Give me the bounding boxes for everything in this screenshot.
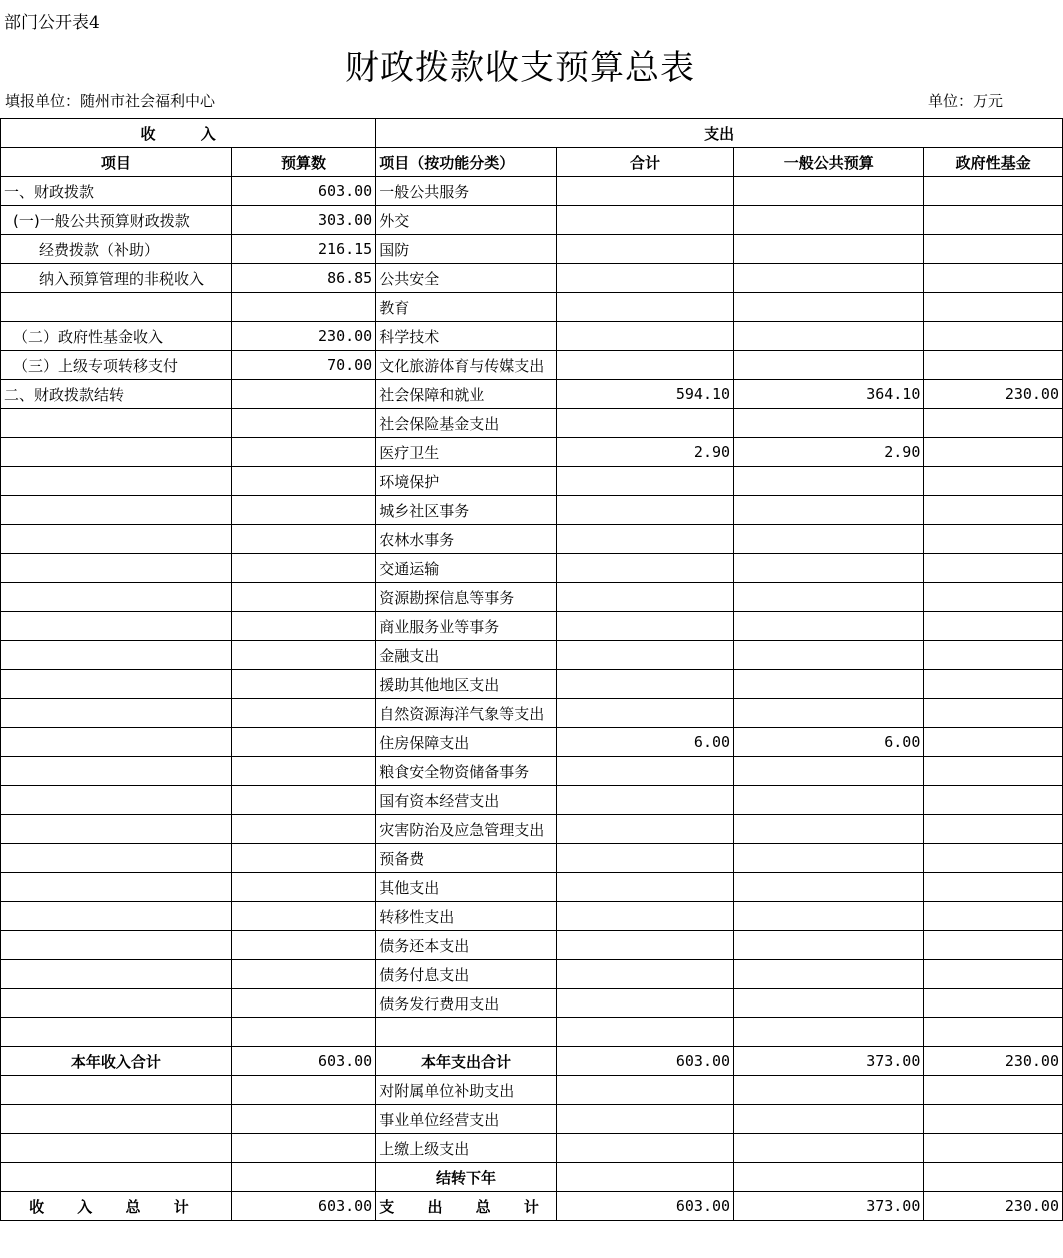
income-item-cell: 二、财政拨款结转 xyxy=(1,380,232,409)
total-cell xyxy=(556,467,733,496)
income-item-cell: 一、财政拨款 xyxy=(1,177,232,206)
total-cell xyxy=(556,1163,733,1192)
income-value-cell xyxy=(231,438,375,467)
income-item-cell xyxy=(1,438,232,467)
total-cell: 6.00 xyxy=(556,728,733,757)
gov-fund-cell xyxy=(924,496,1063,525)
expenditure-item-cell: 对附属单位补助支出 xyxy=(376,1076,557,1105)
year-total-row xyxy=(1,1047,1063,1076)
general-budget-cell xyxy=(734,496,924,525)
general-budget-cell xyxy=(734,409,924,438)
income-value-cell xyxy=(231,844,375,873)
income-value-cell xyxy=(231,786,375,815)
gov-fund-cell xyxy=(924,264,1063,293)
general-budget-cell xyxy=(734,989,924,1018)
total-cell xyxy=(556,1105,733,1134)
expenditure-item-cell: 外交 xyxy=(376,206,557,235)
gov-fund-cell xyxy=(924,612,1063,641)
total-cell xyxy=(556,496,733,525)
general-budget-cell xyxy=(734,902,924,931)
gov-fund-cell xyxy=(924,177,1063,206)
year-expenditure-total-label: 本年支出合计 xyxy=(376,1047,557,1076)
income-value-cell xyxy=(231,670,375,699)
general-budget-header: 一般公共预算 xyxy=(734,148,924,177)
gov-fund-cell xyxy=(924,670,1063,699)
table-row xyxy=(1,235,1063,264)
income-item-cell: （二）政府性基金收入 xyxy=(1,322,232,351)
general-budget-cell xyxy=(734,670,924,699)
income-value-cell xyxy=(231,960,375,989)
table-row xyxy=(1,467,1063,496)
gov-fund-cell xyxy=(924,1134,1063,1163)
expenditure-item-header: 项目（按功能分类） xyxy=(376,148,557,177)
grand-total-cell: 603.00 xyxy=(556,1192,733,1221)
general-budget-cell xyxy=(734,931,924,960)
table-row xyxy=(1,960,1063,989)
expenditure-item-cell: 公共安全 xyxy=(376,264,557,293)
table-row xyxy=(1,554,1063,583)
total-cell xyxy=(556,1134,733,1163)
gov-fund-cell xyxy=(924,960,1063,989)
general-budget-cell: 6.00 xyxy=(734,728,924,757)
income-item-cell xyxy=(1,496,232,525)
total-cell xyxy=(556,670,733,699)
expenditure-item-cell: 事业单位经营支出 xyxy=(376,1105,557,1134)
expenditure-item-cell: 上缴上级支出 xyxy=(376,1134,557,1163)
table-row xyxy=(1,670,1063,699)
general-budget-cell xyxy=(734,206,924,235)
table-row xyxy=(1,525,1063,554)
gov-fund-header: 政府性基金 xyxy=(924,148,1063,177)
table-row xyxy=(1,873,1063,902)
table-row xyxy=(1,728,1063,757)
income-value-cell: 303.00 xyxy=(231,206,375,235)
total-cell xyxy=(556,177,733,206)
currency-unit: 单位：万元 xyxy=(928,92,1004,110)
table-row xyxy=(1,409,1063,438)
income-value-cell xyxy=(231,467,375,496)
total-cell xyxy=(556,989,733,1018)
general-budget-cell xyxy=(734,815,924,844)
income-item-cell: (一)一般公共预算财政拨款 xyxy=(1,206,232,235)
general-budget-cell xyxy=(734,757,924,786)
expenditure-item-cell: 国有资本经营支出 xyxy=(376,786,557,815)
gov-fund-cell xyxy=(924,554,1063,583)
gov-fund-cell xyxy=(924,873,1063,902)
table-row xyxy=(1,1018,1063,1047)
gov-fund-cell xyxy=(924,1076,1063,1105)
total-cell: 594.10 xyxy=(556,380,733,409)
table-row xyxy=(1,786,1063,815)
table-row xyxy=(1,844,1063,873)
expenditure-item-cell: 自然资源海洋气象等支出 xyxy=(376,699,557,728)
expenditure-item-cell: 城乡社区事务 xyxy=(376,496,557,525)
total-cell xyxy=(556,235,733,264)
total-cell xyxy=(556,583,733,612)
income-item-cell xyxy=(1,931,232,960)
table-row xyxy=(1,293,1063,322)
grand-gov-fund-cell: 230.00 xyxy=(924,1192,1063,1221)
gov-fund-cell: 230.00 xyxy=(924,380,1063,409)
table-row xyxy=(1,351,1063,380)
income-header: 收 入 xyxy=(1,119,376,148)
table-row xyxy=(1,1076,1063,1105)
expenditure-item-cell: 其他支出 xyxy=(376,873,557,902)
income-value-cell xyxy=(231,409,375,438)
gov-fund-cell xyxy=(924,844,1063,873)
general-budget-cell xyxy=(734,525,924,554)
income-value-cell xyxy=(231,931,375,960)
income-item-cell xyxy=(1,873,232,902)
sheet-label: 部门公开表4 xyxy=(4,13,100,33)
income-value-cell xyxy=(231,1105,375,1134)
budget-table xyxy=(0,118,1063,1221)
expenditure-item-cell: 粮食安全物资储备事务 xyxy=(376,757,557,786)
expenditure-item-cell xyxy=(376,1018,557,1047)
income-value-cell xyxy=(231,554,375,583)
total-cell xyxy=(556,815,733,844)
gov-fund-cell xyxy=(924,438,1063,467)
total-cell xyxy=(556,554,733,583)
income-value-cell xyxy=(231,380,375,409)
general-budget-cell: 2.90 xyxy=(734,438,924,467)
total-cell xyxy=(556,351,733,380)
table-row xyxy=(1,206,1063,235)
expenditure-item-cell: 住房保障支出 xyxy=(376,728,557,757)
income-item-cell: （三）上级专项转移支付 xyxy=(1,351,232,380)
expenditure-item-cell: 社会保障和就业 xyxy=(376,380,557,409)
total-cell xyxy=(556,1018,733,1047)
table-row xyxy=(1,757,1063,786)
expenditure-item-cell: 环境保护 xyxy=(376,467,557,496)
income-value-cell xyxy=(231,815,375,844)
income-item-cell xyxy=(1,1163,232,1192)
general-budget-cell xyxy=(734,699,924,728)
expenditure-item-cell: 援助其他地区支出 xyxy=(376,670,557,699)
income-value-cell xyxy=(231,989,375,1018)
income-value-cell xyxy=(231,1076,375,1105)
income-item-cell xyxy=(1,1134,232,1163)
income-value-cell xyxy=(231,757,375,786)
general-budget-cell xyxy=(734,177,924,206)
general-budget-cell xyxy=(734,1134,924,1163)
general-budget-cell xyxy=(734,322,924,351)
expenditure-item-cell: 农林水事务 xyxy=(376,525,557,554)
grand-income-total-value: 603.00 xyxy=(231,1192,375,1221)
income-item-header: 项目 xyxy=(1,148,232,177)
general-budget-cell xyxy=(734,1105,924,1134)
general-budget-cell xyxy=(734,583,924,612)
gov-fund-cell xyxy=(924,815,1063,844)
income-item-cell xyxy=(1,1018,232,1047)
expenditure-item-cell: 交通运输 xyxy=(376,554,557,583)
year-gov-fund-cell: 230.00 xyxy=(924,1047,1063,1076)
expenditure-item-cell: 国防 xyxy=(376,235,557,264)
expenditure-item-cell: 医疗卫生 xyxy=(376,438,557,467)
expenditure-item-cell: 文化旅游体育与传媒支出 xyxy=(376,351,557,380)
expenditure-item-cell: 社会保险基金支出 xyxy=(376,409,557,438)
total-cell xyxy=(556,293,733,322)
general-budget-cell xyxy=(734,873,924,902)
page-title: 财政拨款收支预算总表 xyxy=(345,48,695,88)
general-budget-cell xyxy=(734,351,924,380)
income-item-cell xyxy=(1,902,232,931)
gov-fund-cell xyxy=(924,322,1063,351)
income-item-cell xyxy=(1,612,232,641)
table-row xyxy=(1,322,1063,351)
expenditure-item-cell: 教育 xyxy=(376,293,557,322)
expenditure-item-cell: 金融支出 xyxy=(376,641,557,670)
income-value-cell xyxy=(231,902,375,931)
expenditure-item-cell: 债务还本支出 xyxy=(376,931,557,960)
table-row xyxy=(1,1134,1063,1163)
income-item-cell xyxy=(1,757,232,786)
gov-fund-cell xyxy=(924,583,1063,612)
income-item-cell xyxy=(1,844,232,873)
income-item-cell xyxy=(1,989,232,1018)
income-item-cell xyxy=(1,786,232,815)
expenditure-item-cell: 债务付息支出 xyxy=(376,960,557,989)
general-budget-cell xyxy=(734,467,924,496)
year-income-total-value: 603.00 xyxy=(231,1047,375,1076)
expenditure-item-cell: 债务发行费用支出 xyxy=(376,989,557,1018)
income-item-cell: 经费拨款（补助） xyxy=(1,235,232,264)
total-cell: 2.90 xyxy=(556,438,733,467)
income-item-cell xyxy=(1,1076,232,1105)
expenditure-item-cell: 灾害防治及应急管理支出 xyxy=(376,815,557,844)
total-cell xyxy=(556,322,733,351)
grand-total-row xyxy=(1,1192,1063,1221)
table-row xyxy=(1,380,1063,409)
total-cell xyxy=(556,409,733,438)
table-row xyxy=(1,989,1063,1018)
income-value-cell xyxy=(231,641,375,670)
gov-fund-cell xyxy=(924,351,1063,380)
expenditure-item-cell: 预备费 xyxy=(376,844,557,873)
general-budget-cell xyxy=(734,235,924,264)
carry-forward-label: 结转下年 xyxy=(376,1163,557,1192)
table-row xyxy=(1,902,1063,931)
general-budget-cell xyxy=(734,264,924,293)
income-value-cell xyxy=(231,1134,375,1163)
year-income-total-label: 本年收入合计 xyxy=(1,1047,232,1076)
income-item-cell xyxy=(1,815,232,844)
income-value-cell xyxy=(231,728,375,757)
income-value-cell xyxy=(231,496,375,525)
total-cell xyxy=(556,844,733,873)
total-cell xyxy=(556,873,733,902)
year-total-cell: 603.00 xyxy=(556,1047,733,1076)
income-value-cell: 86.85 xyxy=(231,264,375,293)
gov-fund-cell xyxy=(924,1105,1063,1134)
total-cell xyxy=(556,902,733,931)
general-budget-cell xyxy=(734,293,924,322)
total-cell xyxy=(556,786,733,815)
total-cell xyxy=(556,757,733,786)
grand-general-budget-cell: 373.00 xyxy=(734,1192,924,1221)
total-cell xyxy=(556,264,733,293)
income-value-cell xyxy=(231,1163,375,1192)
expenditure-header: 支出 xyxy=(376,119,1063,148)
gov-fund-cell xyxy=(924,931,1063,960)
general-budget-cell xyxy=(734,786,924,815)
general-budget-cell xyxy=(734,960,924,989)
table-row xyxy=(1,496,1063,525)
income-value-cell: 603.00 xyxy=(231,177,375,206)
grand-expenditure-total-label: 支 出 总 计 xyxy=(376,1192,557,1221)
gov-fund-cell xyxy=(924,786,1063,815)
general-budget-cell xyxy=(734,612,924,641)
gov-fund-cell xyxy=(924,206,1063,235)
income-item-cell xyxy=(1,293,232,322)
gov-fund-cell xyxy=(924,525,1063,554)
table-row xyxy=(1,815,1063,844)
income-item-cell xyxy=(1,960,232,989)
total-cell xyxy=(556,525,733,554)
total-cell xyxy=(556,641,733,670)
general-budget-cell xyxy=(734,844,924,873)
expenditure-item-cell: 商业服务业等事务 xyxy=(376,612,557,641)
income-item-cell xyxy=(1,409,232,438)
table-row xyxy=(1,612,1063,641)
expenditure-item-cell: 一般公共服务 xyxy=(376,177,557,206)
gov-fund-cell xyxy=(924,293,1063,322)
income-value-cell xyxy=(231,525,375,554)
gov-fund-cell xyxy=(924,728,1063,757)
gov-fund-cell xyxy=(924,235,1063,264)
income-item-cell xyxy=(1,1105,232,1134)
expenditure-item-cell: 转移性支出 xyxy=(376,902,557,931)
income-value-cell xyxy=(231,873,375,902)
income-value-cell: 230.00 xyxy=(231,322,375,351)
table-row xyxy=(1,699,1063,728)
general-budget-cell xyxy=(734,1018,924,1047)
gov-fund-cell xyxy=(924,757,1063,786)
total-cell xyxy=(556,1076,733,1105)
income-item-cell: 纳入预算管理的非税收入 xyxy=(1,264,232,293)
general-budget-cell: 364.10 xyxy=(734,380,924,409)
total-cell xyxy=(556,612,733,641)
income-value-cell xyxy=(231,1018,375,1047)
income-item-cell xyxy=(1,641,232,670)
income-value-cell xyxy=(231,293,375,322)
total-header: 合计 xyxy=(556,148,733,177)
reporting-unit: 填报单位：随州市社会福利中心 xyxy=(5,92,216,110)
table-row xyxy=(1,641,1063,670)
table-row xyxy=(1,583,1063,612)
total-cell xyxy=(556,206,733,235)
grand-income-total-label: 收 入 总 计 xyxy=(1,1192,232,1221)
income-value-cell xyxy=(231,583,375,612)
gov-fund-cell xyxy=(924,409,1063,438)
general-budget-cell xyxy=(734,1163,924,1192)
table-row xyxy=(1,264,1063,293)
year-general-budget-cell: 373.00 xyxy=(734,1047,924,1076)
gov-fund-cell xyxy=(924,699,1063,728)
income-item-cell xyxy=(1,670,232,699)
gov-fund-cell xyxy=(924,1018,1063,1047)
table-row xyxy=(1,931,1063,960)
income-item-cell xyxy=(1,728,232,757)
gov-fund-cell xyxy=(924,1163,1063,1192)
income-item-cell xyxy=(1,583,232,612)
income-item-cell xyxy=(1,525,232,554)
income-budget-header: 预算数 xyxy=(231,148,375,177)
header-row-1 xyxy=(1,119,1063,148)
total-cell xyxy=(556,931,733,960)
income-value-cell xyxy=(231,612,375,641)
expenditure-item-cell: 科学技术 xyxy=(376,322,557,351)
income-value-cell xyxy=(231,699,375,728)
table-row xyxy=(1,1105,1063,1134)
income-value-cell: 70.00 xyxy=(231,351,375,380)
table-row xyxy=(1,177,1063,206)
income-value-cell: 216.15 xyxy=(231,235,375,264)
gov-fund-cell xyxy=(924,989,1063,1018)
general-budget-cell xyxy=(734,641,924,670)
carry-forward-row xyxy=(1,1163,1063,1192)
header-row-2 xyxy=(1,148,1063,177)
total-cell xyxy=(556,699,733,728)
general-budget-cell xyxy=(734,1076,924,1105)
income-item-cell xyxy=(1,467,232,496)
gov-fund-cell xyxy=(924,641,1063,670)
general-budget-cell xyxy=(734,554,924,583)
gov-fund-cell xyxy=(924,902,1063,931)
expenditure-item-cell: 资源勘探信息等事务 xyxy=(376,583,557,612)
income-item-cell xyxy=(1,699,232,728)
gov-fund-cell xyxy=(924,467,1063,496)
total-cell xyxy=(556,960,733,989)
income-item-cell xyxy=(1,554,232,583)
table-row xyxy=(1,438,1063,467)
